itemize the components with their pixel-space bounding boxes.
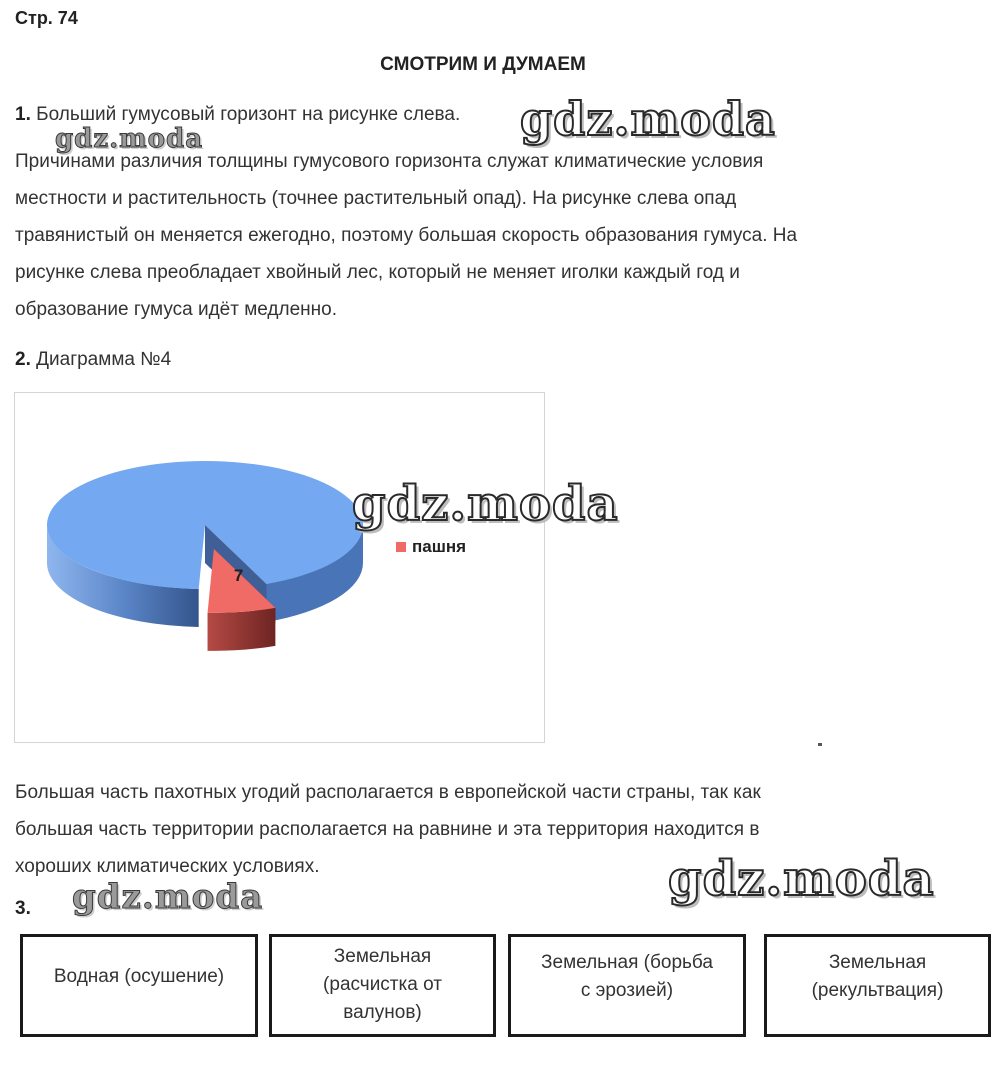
pie-chart	[15, 393, 544, 742]
page-number: Стр. 74	[15, 8, 78, 28]
watermark: gdz.moda	[72, 877, 264, 917]
reclamation-box-recultivation	[764, 934, 991, 1037]
answer-3-number: 3.	[15, 898, 31, 919]
box-line: Земельная	[333, 946, 432, 967]
text-line: рисунке слева преобладает хвойный лес, который не меняет иголки каждый год и	[15, 262, 740, 283]
section-heading: СМОТРИМ И ДУМАЕМ	[380, 54, 586, 75]
reclamation-box-erosion	[508, 934, 746, 1037]
pie-slice-other	[47, 461, 363, 589]
text-line: Большая часть пахотных угодий располагается в европейской части страны, так как	[15, 782, 761, 803]
data-label: 7	[233, 566, 244, 586]
reclamation-box-boulders	[269, 934, 496, 1037]
text-line: образование гумуса идёт медленно.	[15, 299, 337, 320]
watermark: gdz.moda	[55, 124, 204, 154]
watermark: gdz.moda	[352, 476, 619, 532]
box-line: валунов)	[343, 1002, 422, 1023]
box-line: с эрозией)	[580, 980, 674, 1001]
answer-2-title: Диаграмма №4	[36, 349, 172, 370]
chart-legend	[396, 537, 466, 557]
text-line: Причинами различия толщины гумусового горизонта служат климатические условия	[15, 151, 764, 172]
box-line: Водная (осушение)	[53, 966, 225, 987]
box-line: Земельная (борьба	[541, 952, 713, 973]
answer-2-number: 2.	[15, 349, 31, 370]
legend-swatch	[396, 542, 406, 552]
watermark: gdz.moda	[668, 851, 935, 907]
legend-label: пашня	[412, 537, 467, 556]
answer-1-explanation	[15, 143, 915, 328]
box-line: (рекультвация)	[811, 980, 944, 1001]
text-line: местности и растительность (точнее растительный опад). На рисунке слева опад	[15, 188, 737, 209]
answer-1-number: 1.	[15, 104, 31, 125]
box-line: Земельная	[828, 952, 927, 973]
stray-mark	[818, 743, 822, 746]
answer-1-text: Больший гумусовый горизонт на рисунке слева.	[36, 104, 461, 125]
pie-slice-side	[208, 608, 276, 651]
pie-chart-frame	[14, 392, 545, 743]
answer-2	[15, 341, 171, 378]
text-line: большая часть территории располагается на равнине и эта территория находится в	[15, 819, 760, 840]
watermark: gdz.moda	[520, 92, 776, 146]
text-line: хороших климатических условиях.	[15, 856, 320, 877]
text-line: травянистый он меняется ежегодно, поэтому большая скорость образования гумуса. На	[15, 225, 798, 246]
box-line: (расчистка от	[323, 974, 442, 995]
reclamation-box-water	[20, 934, 258, 1037]
